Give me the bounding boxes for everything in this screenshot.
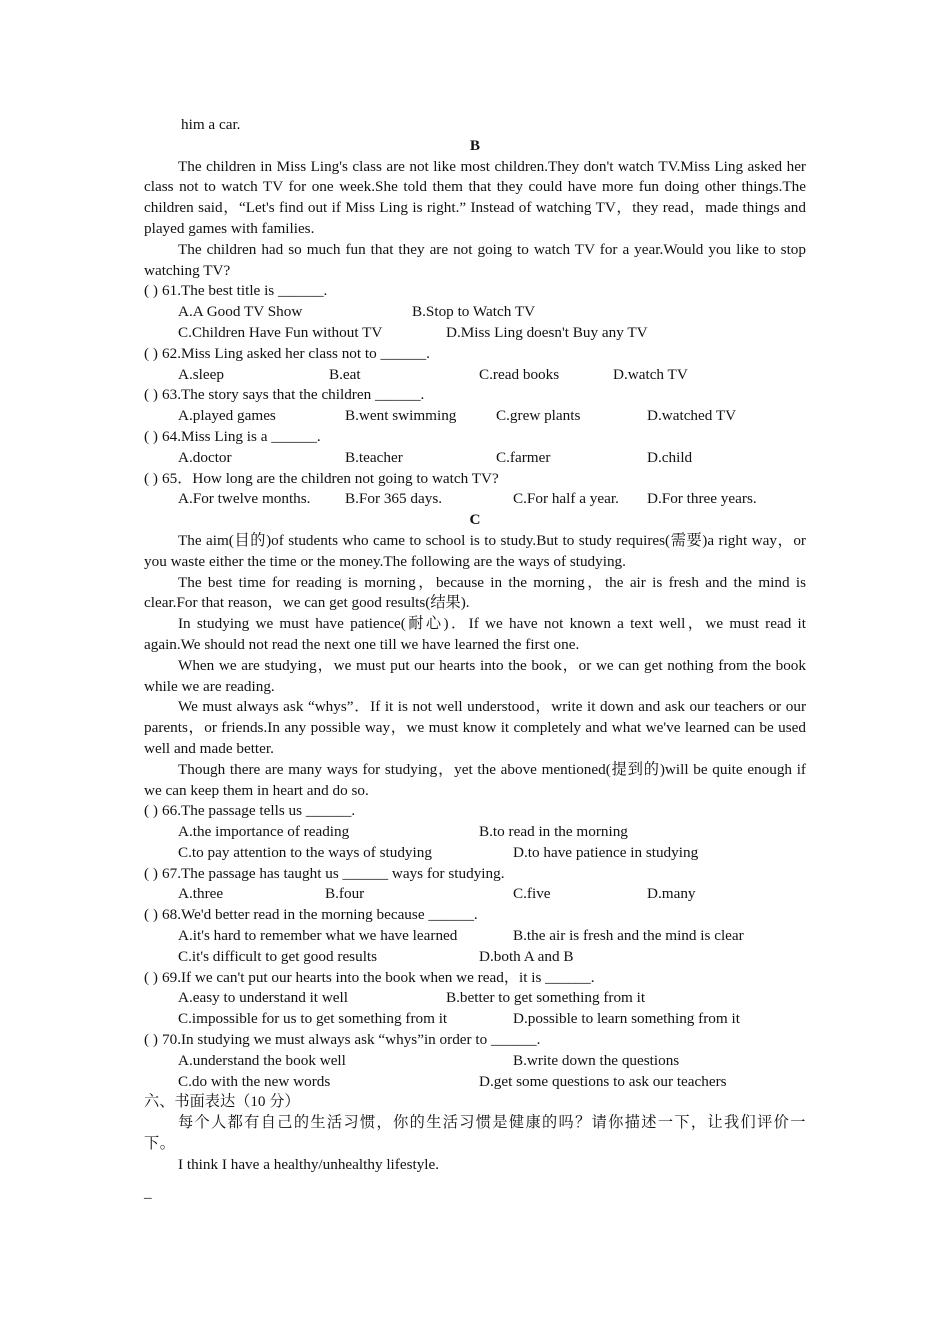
answer-blank[interactable]: ( ) [144,282,158,300]
option-d: D.Miss Ling doesn't Buy any TV [446,323,648,341]
option-a: A.For twelve months. [178,490,311,508]
question-stem: 61.The best title is ______. [162,282,328,300]
question-62 [144,344,806,365]
option-b: B.to read in the morning [479,823,628,841]
option-a: A.played games [178,407,276,425]
question-stem: 65．How long are the children not going to watch TV? [162,469,499,487]
question-stem: 64.Miss Ling is a ______. [162,427,321,445]
option-c: C.it's difficult to get good results [178,947,378,965]
question-stem: 70.In studying we must always ask “whys”in order to ______. [162,1031,541,1049]
question-66 [144,801,806,822]
option-c: C.five [513,885,551,903]
question-stem: 66.The passage tells us ______. [162,802,356,820]
option-d: D.both A and B [479,947,574,965]
question-61 [144,281,806,302]
option-c: C.impossible for us to get something from it [178,1010,448,1028]
section-b-paragraph-1: The children in Miss Ling's class are not like most children.They don't watch TV.Miss Ling asked her class not to watch TV for one week.She told them that they could have more fun doing other things.The children said，“Let's find out if Miss Ling is right.” Instead of watching TV，they read，made things and played games with families. [144,157,806,237]
options-68-row1 [144,926,806,947]
option-d: D.possible to learn something from it [513,1010,740,1028]
option-b: B.four [325,885,365,903]
option-d: D.many [647,885,696,903]
section-b-paragraph-2: The children had so much fun that they are not going to watch TV for a year.Would you like to stop watching TV? [144,240,806,279]
question-stem: 67.The passage has taught us ______ ways for studying. [162,864,505,882]
option-b: B.eat [329,365,361,383]
option-c: C.to pay attention to the ways of studying [178,843,432,861]
section-c-paragraph-5: We must always ask “whys”．If it is not well understood，write it down and ask our teachers or our parents，or friends.In any possible way，we must know it completely and what we've learned can be used well and made better. [144,698,806,757]
option-a: A.doctor [178,448,232,466]
options-67 [144,884,806,905]
option-b: B.the air is fresh and the mind is clear [513,927,744,945]
option-a: A.understand the book well [178,1051,346,1069]
options-69-row1 [144,988,806,1009]
option-d: D.watch TV [613,365,688,383]
answer-blank[interactable]: ( ) [144,1031,158,1049]
option-a: A.the importance of reading [178,823,350,841]
options-70-row1 [144,1051,806,1072]
option-b: B.write down the questions [513,1051,680,1069]
option-d: D.get some questions to ask our teachers [479,1072,727,1090]
answer-line-mark: _ [144,1184,152,1201]
option-d: D.watched TV [647,407,737,425]
question-68 [144,905,806,926]
section-c-paragraph-1: The aim(目的)of students who came to school is to study.But to study requires(需要)a right way，or you waste either the time or the money.The following are the ways of studying. [144,531,806,570]
answer-blank[interactable]: ( ) [144,906,158,924]
option-d: D.For three years. [647,490,757,508]
options-66-row1 [144,822,806,843]
options-62 [144,365,806,386]
option-b: B.Stop to Watch TV [412,303,536,321]
writing-starter: I think I have a healthy/unhealthy lifestyle. [178,1155,440,1173]
option-b: B.went swimming [345,407,457,425]
options-68-row2 [144,947,806,968]
section-c-title: C [469,511,481,529]
answer-blank[interactable]: ( ) [144,344,158,362]
question-69 [144,968,806,989]
section-c-paragraph-6: Though there are many ways for studying，yet the above mentioned(提到的)will be quite enough if we can keep them in heart and do so. [144,760,806,799]
section-b-title: B [469,136,481,154]
option-c: C.read books [479,365,560,383]
options-70-row2 [144,1072,806,1093]
option-c: C.For half a year. [513,490,619,508]
option-a: A.sleep [178,365,224,383]
question-70 [144,1030,806,1051]
option-c: C.do with the new words [178,1072,331,1090]
answer-blank[interactable]: ( ) [144,469,158,487]
options-65 [144,489,806,510]
answer-blank[interactable]: ( ) [144,386,158,404]
option-c: C.farmer [496,448,551,466]
question-64 [144,427,806,448]
option-d: D.child [647,448,693,466]
option-c: C.grew plants [496,407,581,425]
question-67 [144,864,806,885]
question-stem: 69.If we can't put our hearts into the book when we read，it is ______. [162,968,595,986]
writing-prompt: 每个人都有自己的生活习惯，你的生活习惯是健康的吗？请你描述一下，让我们评价一下。 [144,1114,806,1153]
question-stem: 68.We'd better read in the morning because ______. [162,906,478,924]
section-c-paragraph-2: The best time for reading is morning，because in the morning，the air is fresh and the mind is clear.For that reason，we can get good results(结果). [144,573,806,612]
option-a: A.A Good TV Show [178,303,303,321]
option-b: B.better to get something from it [446,989,646,1007]
question-63 [144,385,806,406]
options-64 [144,448,806,469]
options-63 [144,406,806,427]
options-66-row2 [144,843,806,864]
section-6-heading: 六、书面表达（10 分） [144,1093,300,1111]
answer-blank[interactable]: ( ) [144,427,158,445]
answer-blank[interactable]: ( ) [144,802,158,820]
section-c-paragraph-4: When we are studying，we must put our hearts into the book，or we can get nothing from the book while we are reading. [144,656,806,695]
options-69-row2 [144,1009,806,1030]
options-61-row1 [144,302,806,323]
option-d: D.to have patience in studying [513,843,699,861]
answer-blank[interactable]: ( ) [144,864,158,882]
document-page [144,115,806,1176]
option-a: A.easy to understand it well [178,989,348,1007]
answer-blank[interactable]: ( ) [144,968,158,986]
options-61-row2 [144,323,806,344]
question-65 [144,469,806,490]
option-b: B.teacher [345,448,403,466]
section-c-paragraph-3: In studying we must have patience(耐心)．If we have not known a text well，we must read it again.We should not read the next one till we have learned the first one. [144,615,806,653]
question-stem: 62.Miss Ling asked her class not to ______. [162,344,430,362]
question-stem: 63.The story says that the children ______. [162,386,425,404]
continued-line: him a car. [181,116,241,133]
option-b: B.For 365 days. [345,490,443,508]
option-a: A.three [178,885,224,903]
option-c: C.Children Have Fun without TV [178,323,383,341]
option-a: A.it's hard to remember what we have learned [178,927,458,945]
